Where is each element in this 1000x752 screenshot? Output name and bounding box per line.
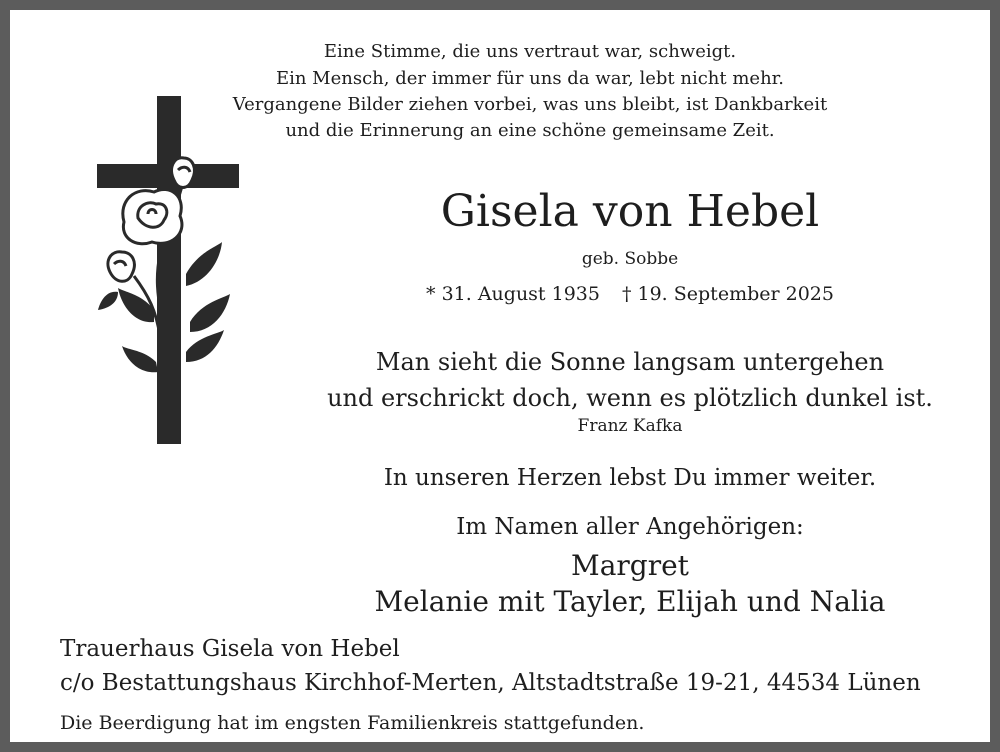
quote-line-2: und erschrickt doch, wenn es plötzlich dunkel ist. xyxy=(327,384,933,412)
poem-line-3: Vergangene Bilder ziehen vorbei, was uns bleibt, ist Dankbarkeit xyxy=(232,94,828,115)
quote-author: Franz Kafka xyxy=(577,416,683,436)
quote-line-1: Man sieht die Sonne langsam untergehen xyxy=(375,348,885,376)
family-member-1: Margret xyxy=(571,549,689,582)
deceased-name: Gisela von Hebel xyxy=(440,186,820,237)
address-line-1: Trauerhaus Gisela von Hebel xyxy=(60,636,400,662)
birth-date: * 31. August 1935 xyxy=(426,283,600,305)
poem-line-4: und die Erinnerung an eine schöne gemeinsame Zeit. xyxy=(285,120,775,141)
cross-with-roses-icon xyxy=(94,96,244,444)
funeral-note: Die Beerdigung hat im engsten Familienkreis stattgefunden. xyxy=(60,712,645,734)
life-dates xyxy=(280,285,980,304)
family-intro: Im Namen aller Angehörigen: xyxy=(456,514,804,540)
memorial-line: In unseren Herzen lebst Du immer weiter. xyxy=(383,465,877,491)
birth-name: geb. Sobbe xyxy=(581,249,679,269)
family-member-2: Melanie mit Tayler, Elijah und Nalia xyxy=(374,585,886,618)
poem-line-2: Ein Mensch, der immer für uns da war, lebt nicht mehr. xyxy=(275,68,785,89)
death-date: † 19. September 2025 xyxy=(621,283,834,305)
address-line-2: c/o Bestattungshaus Kirchhof-Merten, Altstadtstraße 19-21, 44534 Lünen xyxy=(60,670,921,696)
poem-line-1: Eine Stimme, die uns vertraut war, schweigt. xyxy=(323,41,737,62)
